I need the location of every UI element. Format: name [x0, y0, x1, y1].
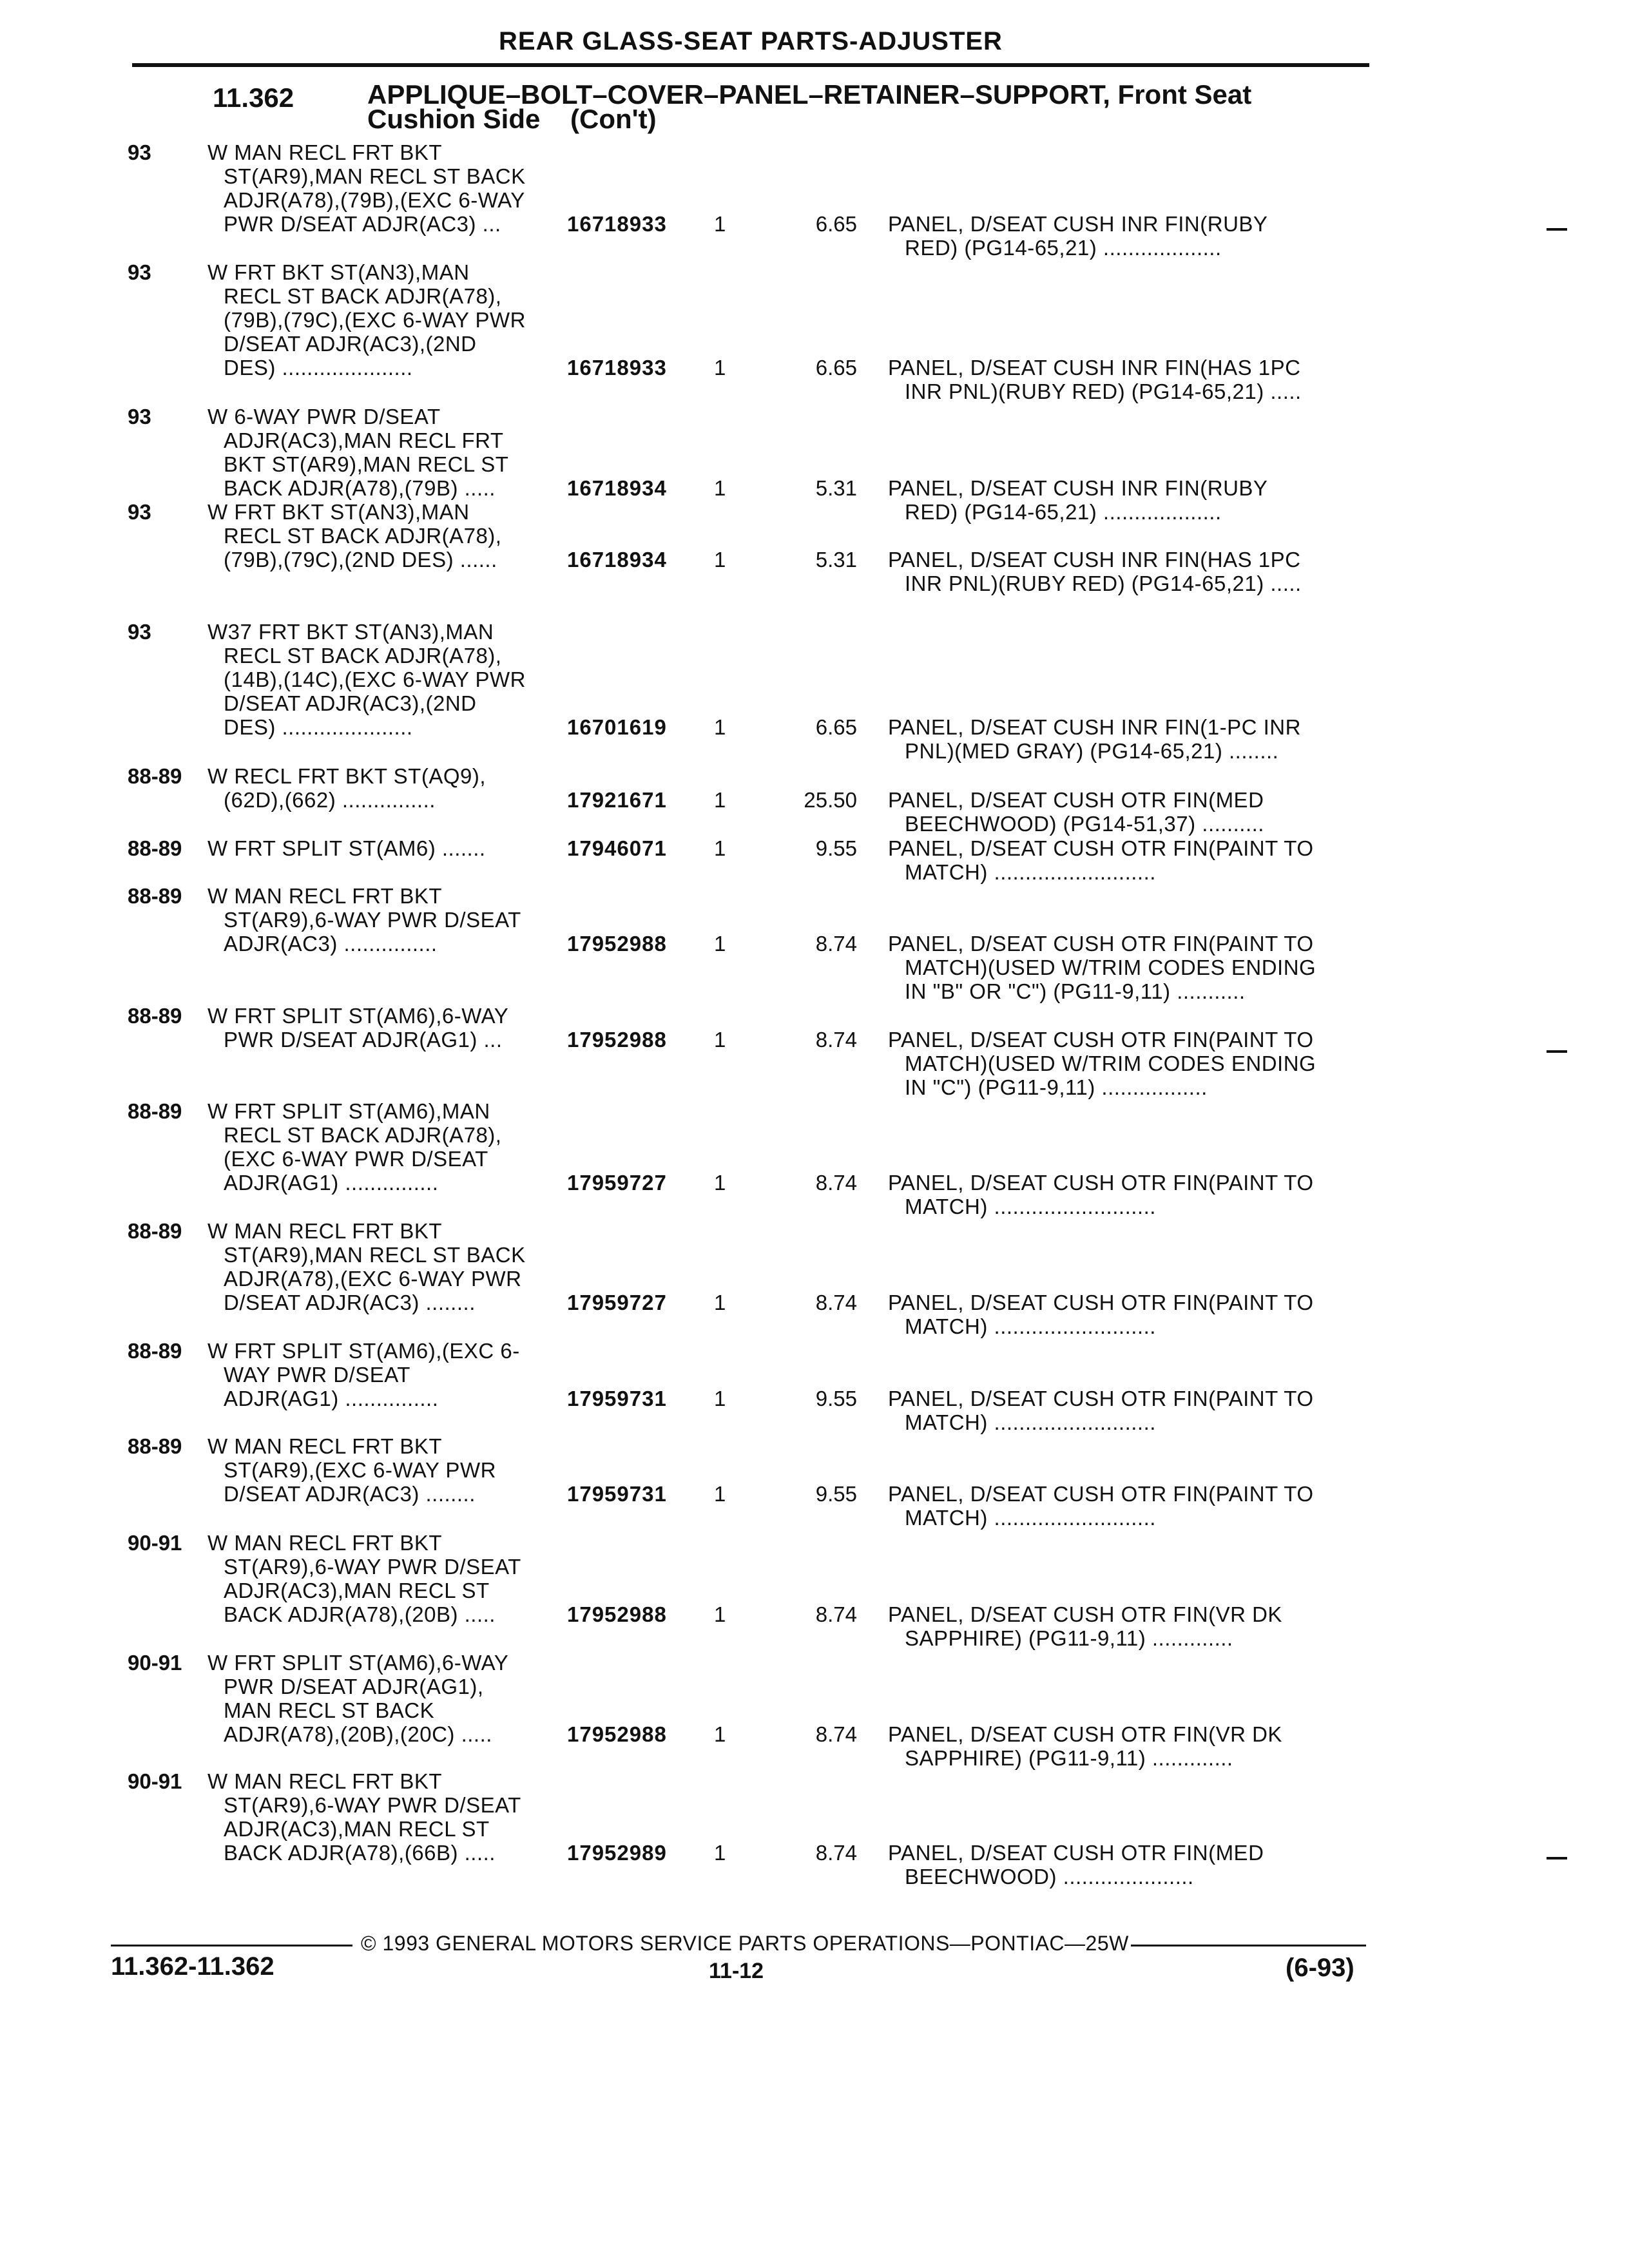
part-number: 17959731 — [567, 1482, 667, 1506]
part-description-line: RED) (PG14-65,21) ................... — [905, 500, 1222, 524]
part-description-line: PANEL, D/SEAT CUSH OTR FIN(VR DK — [888, 1602, 1282, 1626]
part-description-line: SAPPHIRE) (PG11-9,11) ............. — [905, 1626, 1233, 1650]
usage-line: PWR D/SEAT ADJR(AC3) ... — [224, 212, 501, 236]
part-description — [888, 212, 1358, 260]
usage-line: RECL ST BACK ADJR(A78), — [224, 644, 502, 668]
quantity: 1 — [714, 788, 726, 812]
model-year: 90-91 — [128, 1531, 182, 1555]
usage-line: BACK ADJR(A78),(20B) ..... — [224, 1602, 496, 1626]
footer-date: (6-93) — [1286, 1954, 1354, 1982]
price: 8.74 — [815, 1841, 857, 1865]
price: 8.74 — [815, 1171, 857, 1195]
part-description-line: PANEL, D/SEAT CUSH OTR FIN(PAINT TO — [888, 932, 1314, 956]
usage-description — [207, 260, 568, 380]
part-description-line: SAPPHIRE) (PG11-9,11) ............. — [905, 1746, 1233, 1770]
part-description — [888, 788, 1358, 836]
part-description — [888, 1171, 1358, 1218]
part-number: 16718933 — [567, 212, 667, 236]
usage-description — [207, 1339, 568, 1410]
part-number: 17952988 — [567, 1028, 667, 1052]
price: 8.74 — [815, 932, 857, 956]
part-description-line: IN "B" OR "C") (PG11-9,11) ........... — [905, 979, 1246, 1003]
quantity: 1 — [714, 715, 726, 739]
part-description — [888, 356, 1358, 403]
usage-line: W MAN RECL FRT BKT — [207, 1434, 443, 1458]
price: 5.31 — [815, 476, 857, 500]
usage-line: RECL ST BACK ADJR(A78), — [224, 1123, 502, 1147]
usage-line: RECL ST BACK ADJR(A78), — [224, 284, 502, 308]
page-header-title: REAR GLASS-SEAT PARTS-ADJUSTER — [499, 27, 1003, 55]
usage-line: W FRT SPLIT ST(AM6),(EXC 6- — [207, 1339, 520, 1363]
model-year: 88-89 — [128, 1219, 182, 1243]
usage-line: ADJR(AC3),MAN RECL FRT — [224, 428, 504, 452]
part-number: 17952988 — [567, 1722, 667, 1746]
margin-mark — [1547, 1857, 1567, 1860]
part-description-line: MATCH)(USED W/TRIM CODES ENDING — [905, 956, 1316, 979]
part-description-line: PANEL, D/SEAT CUSH OTR FIN(PAINT TO — [888, 1028, 1314, 1052]
usage-line: BACK ADJR(A78),(66B) ..... — [224, 1841, 496, 1865]
usage-line: ADJR(AG1) ............... — [224, 1171, 439, 1195]
usage-line: ST(AR9),MAN RECL ST BACK — [224, 164, 526, 188]
usage-line: W FRT SPLIT ST(AM6),6-WAY — [207, 1651, 509, 1675]
part-number: 16701619 — [567, 715, 667, 739]
usage-line: ADJR(A78),(79B),(EXC 6-WAY — [224, 188, 525, 212]
usage-description — [207, 620, 568, 739]
part-number: 17952988 — [567, 932, 667, 956]
usage-line: ADJR(A78),(20B),(20C) ..... — [224, 1722, 492, 1746]
part-description-line: BEECHWOOD) ..................... — [905, 1865, 1194, 1888]
part-number: 17959727 — [567, 1171, 667, 1195]
model-year: 88-89 — [128, 836, 182, 860]
part-number: 17952988 — [567, 1602, 667, 1626]
usage-line: ST(AR9),6-WAY PWR D/SEAT — [224, 1793, 521, 1817]
price: 5.31 — [815, 548, 857, 572]
usage-line: RECL ST BACK ADJR(A78), — [224, 524, 502, 548]
price: 9.55 — [815, 1482, 857, 1506]
part-description-line: PANEL, D/SEAT CUSH INR FIN(RUBY — [888, 476, 1268, 500]
part-description — [888, 1841, 1358, 1888]
usage-line: BACK ADJR(A78),(79B) ..... — [224, 476, 496, 500]
usage-line: ST(AR9),6-WAY PWR D/SEAT — [224, 1555, 521, 1579]
part-description-line: PANEL, D/SEAT CUSH OTR FIN(PAINT TO — [888, 1482, 1314, 1506]
usage-line: (79B),(79C),(EXC 6-WAY PWR — [224, 308, 526, 332]
model-year: 88-89 — [128, 1004, 182, 1028]
part-number: 17952989 — [567, 1841, 667, 1865]
section-title-line1: APPLIQUE–BOLT–COVER–PANEL–RETAINER–SUPPORT, Front Seat — [367, 79, 1252, 110]
header-rule — [132, 63, 1369, 67]
quantity: 1 — [714, 1291, 726, 1314]
part-description-line: BEECHWOOD) (PG14-51,37) .......... — [905, 812, 1264, 836]
usage-line: BKT ST(AR9),MAN RECL ST — [224, 452, 509, 476]
usage-line: ST(AR9),MAN RECL ST BACK — [224, 1243, 526, 1267]
usage-description — [207, 1531, 568, 1626]
footer-rule-left — [111, 1945, 352, 1946]
usage-line: W MAN RECL FRT BKT — [207, 884, 443, 908]
usage-line: W MAN RECL FRT BKT — [207, 1219, 443, 1243]
usage-line: WAY PWR D/SEAT — [224, 1363, 410, 1387]
section-title-line2: Cushion Side (Con't) — [367, 104, 657, 134]
price: 6.65 — [815, 715, 857, 739]
usage-description — [207, 140, 568, 236]
part-number: 17946071 — [567, 836, 667, 860]
usage-line: ST(AR9),6-WAY PWR D/SEAT — [224, 908, 521, 932]
price: 9.55 — [815, 836, 857, 860]
part-description-line: PNL)(MED GRAY) (PG14-65,21) ........ — [905, 739, 1279, 763]
footer-section-range: 11.362-11.362 — [111, 1952, 275, 1981]
usage-line: (14B),(14C),(EXC 6-WAY PWR — [224, 668, 526, 691]
price: 8.74 — [815, 1722, 857, 1746]
quantity: 1 — [714, 476, 726, 500]
part-description — [888, 1482, 1358, 1530]
usage-line: W MAN RECL FRT BKT — [207, 140, 443, 164]
usage-line: W MAN RECL FRT BKT — [207, 1769, 443, 1793]
usage-line: PWR D/SEAT ADJR(AG1), — [224, 1675, 484, 1698]
usage-line: W RECL FRT BKT ST(AQ9), — [207, 764, 487, 788]
model-year: 90-91 — [128, 1769, 182, 1793]
part-description — [888, 1028, 1358, 1099]
part-description-line: PANEL, D/SEAT CUSH INR FIN(HAS 1PC — [888, 356, 1301, 380]
part-number: 16718934 — [567, 548, 667, 572]
part-number: 16718934 — [567, 476, 667, 500]
usage-description — [207, 500, 568, 572]
part-description — [888, 548, 1358, 595]
part-description — [888, 476, 1358, 524]
part-description — [888, 1722, 1358, 1770]
usage-line: D/SEAT ADJR(AC3) ........ — [224, 1291, 476, 1314]
usage-line: (62D),(662) ............... — [224, 788, 436, 812]
quantity: 1 — [714, 1841, 726, 1865]
price: 8.74 — [815, 1291, 857, 1314]
usage-line: ADJR(A78),(EXC 6-WAY PWR — [224, 1267, 522, 1291]
part-description-line: RED) (PG14-65,21) ................... — [905, 236, 1222, 260]
usage-description — [207, 1434, 568, 1506]
usage-line: MAN RECL ST BACK — [224, 1698, 435, 1722]
usage-line: D/SEAT ADJR(AC3),(2ND — [224, 691, 477, 715]
part-number: 17959727 — [567, 1291, 667, 1314]
part-number: 16718933 — [567, 356, 667, 380]
part-description-line: MATCH) .......................... — [905, 860, 1156, 884]
part-description-line: MATCH) .......................... — [905, 1314, 1156, 1338]
usage-description — [207, 836, 568, 860]
model-year: 93 — [128, 405, 151, 428]
usage-line: W FRT SPLIT ST(AM6),6-WAY — [207, 1004, 509, 1028]
quantity: 1 — [714, 1028, 726, 1052]
margin-mark — [1547, 228, 1567, 231]
model-year: 88-89 — [128, 764, 182, 788]
margin-mark — [1547, 1050, 1567, 1053]
footer-copyright: © 1993 GENERAL MOTORS SERVICE PARTS OPERATIONS—PONTIAC—25W — [361, 1932, 1129, 1955]
footer-rule-right — [1131, 1945, 1366, 1946]
part-description-line: PANEL, D/SEAT CUSH OTR FIN(PAINT TO — [888, 836, 1314, 860]
section-title — [367, 79, 1373, 134]
usage-line: W FRT SPLIT ST(AM6),MAN — [207, 1099, 490, 1123]
price: 8.74 — [815, 1602, 857, 1626]
part-description-line: MATCH) .......................... — [905, 1195, 1156, 1218]
part-description-line: MATCH) .......................... — [905, 1410, 1156, 1434]
usage-description — [207, 1651, 568, 1746]
part-number: 17959731 — [567, 1387, 667, 1410]
usage-line: DES) ..................... — [224, 715, 413, 739]
quantity: 1 — [714, 212, 726, 236]
part-description — [888, 932, 1358, 1003]
part-number: 17921671 — [567, 788, 667, 812]
quantity: 1 — [714, 1482, 726, 1506]
quantity: 1 — [714, 1602, 726, 1626]
section-number: 11.362 — [213, 82, 294, 113]
usage-line: DES) ..................... — [224, 356, 413, 380]
model-year: 93 — [128, 140, 151, 164]
model-year: 93 — [128, 620, 151, 644]
footer-page-number: 11-12 — [709, 1959, 764, 1983]
usage-line: (EXC 6-WAY PWR D/SEAT — [224, 1147, 488, 1171]
part-description-line: MATCH) .......................... — [905, 1506, 1156, 1530]
part-description-line: INR PNL)(RUBY RED) (PG14-65,21) ..... — [905, 380, 1302, 403]
part-description-line: PANEL, D/SEAT CUSH OTR FIN(MED — [888, 788, 1264, 812]
part-description — [888, 715, 1358, 763]
price: 6.65 — [815, 212, 857, 236]
quantity: 1 — [714, 356, 726, 380]
price: 9.55 — [815, 1387, 857, 1410]
usage-line: W FRT BKT ST(AN3),MAN — [207, 260, 470, 284]
usage-line: W MAN RECL FRT BKT — [207, 1531, 443, 1555]
model-year: 93 — [128, 500, 151, 524]
part-description-line: IN "C") (PG11-9,11) ................. — [905, 1075, 1208, 1099]
usage-line: ADJR(AG1) ............... — [224, 1387, 439, 1410]
usage-line: W FRT BKT ST(AN3),MAN — [207, 500, 470, 524]
usage-line: W37 FRT BKT ST(AN3),MAN — [207, 620, 494, 644]
part-description — [888, 836, 1358, 884]
usage-line: ST(AR9),(EXC 6-WAY PWR — [224, 1458, 496, 1482]
usage-description — [207, 1004, 568, 1052]
part-description-line: PANEL, D/SEAT CUSH OTR FIN(PAINT TO — [888, 1291, 1314, 1314]
usage-description — [207, 1099, 568, 1195]
part-description — [888, 1387, 1358, 1434]
usage-line: PWR D/SEAT ADJR(AG1) ... — [224, 1028, 503, 1052]
usage-description — [207, 884, 568, 956]
usage-line: D/SEAT ADJR(AC3),(2ND — [224, 332, 477, 356]
quantity: 1 — [714, 548, 726, 572]
model-year: 88-89 — [128, 1339, 182, 1363]
part-description-line: PANEL, D/SEAT CUSH OTR FIN(PAINT TO — [888, 1171, 1314, 1195]
model-year: 88-89 — [128, 1434, 182, 1458]
model-year: 93 — [128, 260, 151, 284]
usage-line: W 6-WAY PWR D/SEAT — [207, 405, 441, 428]
quantity: 1 — [714, 1387, 726, 1410]
price: 8.74 — [815, 1028, 857, 1052]
usage-line: D/SEAT ADJR(AC3) ........ — [224, 1482, 476, 1506]
usage-line: ADJR(AC3),MAN RECL ST — [224, 1817, 490, 1841]
usage-line: W FRT SPLIT ST(AM6) ....... — [207, 836, 486, 860]
part-description-line: PANEL, D/SEAT CUSH OTR FIN(MED — [888, 1841, 1264, 1865]
model-year: 90-91 — [128, 1651, 182, 1675]
part-description — [888, 1602, 1358, 1650]
usage-description — [207, 405, 568, 500]
quantity: 1 — [714, 1171, 726, 1195]
part-description-line: PANEL, D/SEAT CUSH OTR FIN(PAINT TO — [888, 1387, 1314, 1410]
part-description-line: PANEL, D/SEAT CUSH INR FIN(HAS 1PC — [888, 548, 1301, 572]
usage-line: ADJR(AC3),MAN RECL ST — [224, 1579, 490, 1602]
quantity: 1 — [714, 1722, 726, 1746]
part-description-line: PANEL, D/SEAT CUSH INR FIN(1-PC INR — [888, 715, 1301, 739]
price: 6.65 — [815, 356, 857, 380]
usage-description — [207, 764, 568, 812]
usage-description — [207, 1769, 568, 1865]
part-description-line: MATCH)(USED W/TRIM CODES ENDING — [905, 1052, 1316, 1075]
part-description — [888, 1291, 1358, 1338]
usage-line: ADJR(AC3) ............... — [224, 932, 438, 956]
model-year: 88-89 — [128, 1099, 182, 1123]
part-description-line: PANEL, D/SEAT CUSH OTR FIN(VR DK — [888, 1722, 1282, 1746]
usage-line: (79B),(79C),(2ND DES) ...... — [224, 548, 497, 572]
part-description-line: PANEL, D/SEAT CUSH INR FIN(RUBY — [888, 212, 1268, 236]
part-description-line: INR PNL)(RUBY RED) (PG14-65,21) ..... — [905, 572, 1302, 595]
price: 25.50 — [804, 788, 857, 812]
model-year: 88-89 — [128, 884, 182, 908]
quantity: 1 — [714, 836, 726, 860]
usage-description — [207, 1219, 568, 1314]
quantity: 1 — [714, 932, 726, 956]
